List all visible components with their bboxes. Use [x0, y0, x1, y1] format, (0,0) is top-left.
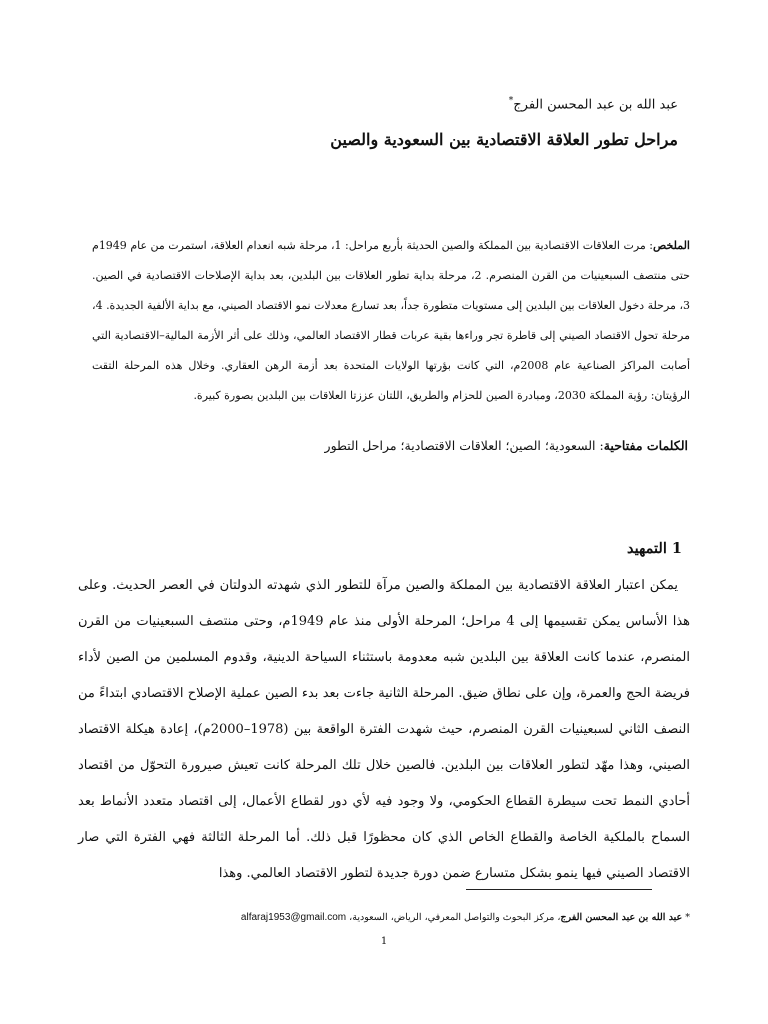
keywords: [325, 438, 688, 453]
footnote-author: عبد الله بن عبد المحسن الفرج: [560, 912, 683, 923]
keywords-label: الكلمات مفتاحية: [603, 438, 688, 453]
author-name: عبد الله بن عبد المحسن الفرج: [513, 97, 678, 113]
abstract-label: الملخص: [653, 239, 690, 252]
page-number: 1: [380, 936, 388, 947]
author-footnote-mark: *: [508, 96, 514, 106]
abstract: [92, 231, 690, 411]
footnote-divider: [466, 889, 652, 890]
footnote-mark: *: [685, 912, 690, 923]
footnote: [241, 912, 690, 923]
footnote-affiliation: ، مركز البحوث والتواصل المعرفي، الرياض، السعودية،: [349, 912, 561, 923]
paper-title: مراحل تطور العلاقة الاقتصادية بين السعودية والصين: [330, 130, 678, 149]
author-line: [509, 96, 678, 112]
keywords-text: : السعودية؛ الصين؛ العلاقات الاقتصادية؛ مراحل التطور: [324, 438, 604, 453]
abstract-text: : مرت العلاقات الاقتصادية بين المملكة والصين الحديثة بأربع مراحل: 1، مرحلة شبه انعدام العلاقة، استمرت من عام 1949م حتى منتصف السبعينيات من القرن المنصرم. 2، مرحلة بداية تطور العلاقات بين البلدين، بعد بداية الإصلاحات الاقتصادية في الصين. 3، مرحلة دخول العلاقات بين البلدين إلى مستويات متطورة جداً، بعد تسارع معدلات نمو الاقتصاد الصيني، مع بداية الألفية الجديدة. 4، مرحلة تحول الاقتصاد الصيني إلى قاطرة تجر وراءها بقية عربات قطار الاقتصاد العالمي، وذلك على أثر الأزمة المالية–الاقتصادية التي أصابت المراكز الصناعية عام 2008م، التي كانت بؤرتها الولايات المتحدة بعد أزمة الرهن العقاري. وخلال هذه المرحلة التقت الرؤيتان: رؤية المملكة 2030، ومبادرة الصين للحزام والطريق، اللتان عززتا العلاقات بين البلدين بصورة كبيرة.: [92, 239, 690, 402]
section-body: يمكن اعتبار العلاقة الاقتصادية بين المملكة والصين مرآة للتطور الذي شهدته الدولتان في العصر الحديث. وعلى هذا الأساس يمكن تقسيمها إلى 4 مراحل؛ المرحلة الأولى منذ عام 1949م، وحتى منتصف السبعينيات من القرن المنصرم، عندما كانت العلاقة بين البلدين شبه معدومة باستثناء السياحة الدينية، وقدوم المسلمين من الصين لأداء فريضة الحج والعمرة، وإن على نطاق ضيق. المرحلة الثانية جاءت بعد بدء الصين عملية الإصلاح الاقتصادي ابتداءً من النصف الثاني لسبعينيات القرن المنصرم، حيث شهدت الفترة الواقعة بين (1978–2000م)، إعادة هيكلة الاقتصاد الصيني، وهذا مهّد لتطور العلاقات بين البلدين. فالصين خلال تلك المرحلة كانت تعيش صيرورة التحوّل من اقتصاد أحادي النمط تحت سيطرة القطاع الحكومي، ولا وجود فيه لأي دور لقطاع الأعمال، إلى اقتصاد متعدد الأنماط بعد السماح بالملكية الخاصة والقطاع الخاص الذي كان محظورًا قبل ذلك. أما المرحلة الثالثة فهي الفترة التي صار الاقتصاد الصيني فيها ينمو بشكل متسارع ضمن دورة جديدة لتطور الاقتصاد العالمي. وهذا: [78, 578, 690, 881]
section-heading: 1 التمهيد: [626, 540, 682, 557]
footnote-email: alfaraj1953@gmail.com: [240, 912, 347, 923]
